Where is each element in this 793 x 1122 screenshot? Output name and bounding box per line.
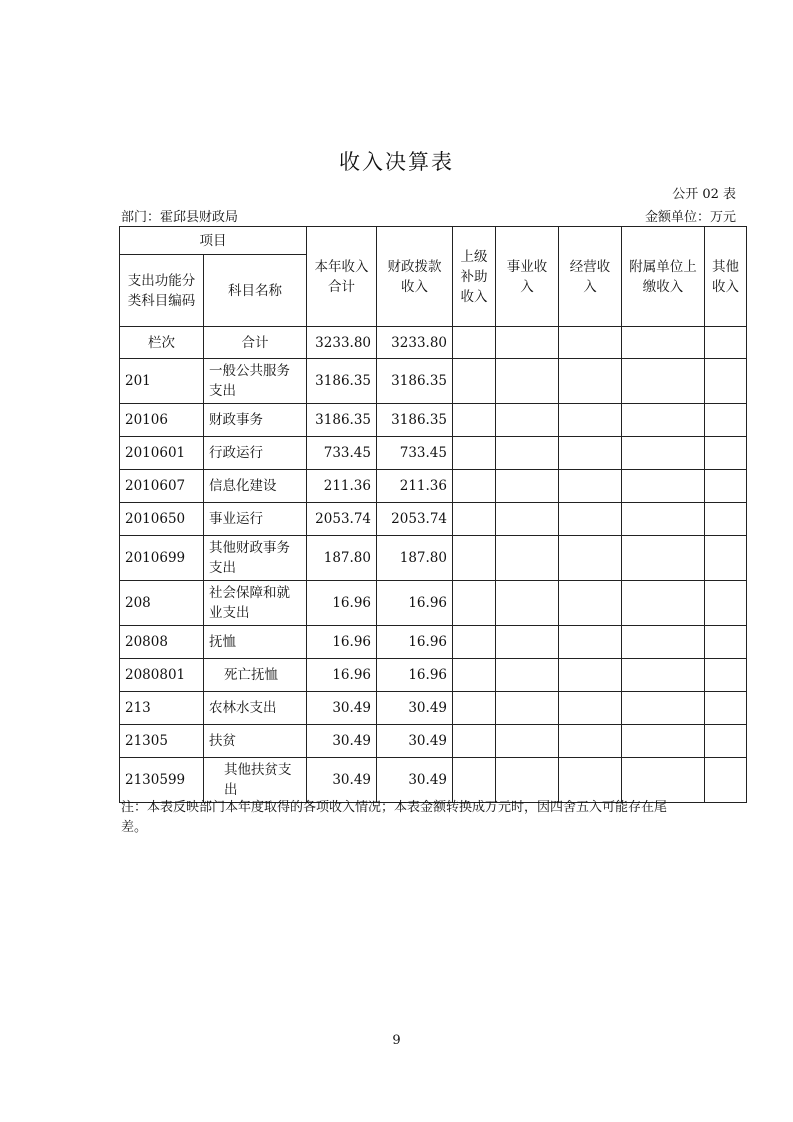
row-code: 208 — [120, 581, 204, 626]
empty-cell — [622, 581, 705, 626]
empty-cell — [559, 503, 622, 536]
row-total: 211.36 — [307, 470, 377, 503]
row-code: 2010607 — [120, 470, 204, 503]
row-name: 财政事务 — [204, 404, 307, 437]
empty-cell — [622, 536, 705, 581]
header-project: 项目 — [120, 227, 307, 255]
empty-cell — [496, 437, 559, 470]
row-name: 扶贫 — [204, 725, 307, 758]
empty-cell — [705, 437, 747, 470]
row-name: 死亡抚恤 — [204, 659, 307, 692]
empty-cell — [496, 758, 559, 803]
row-fiscal: 733.45 — [377, 437, 453, 470]
empty-cell — [453, 503, 496, 536]
row-code: 21305 — [120, 725, 204, 758]
empty-cell — [496, 404, 559, 437]
row-total: 3233.80 — [307, 327, 377, 359]
page-title: 收入决算表 — [339, 150, 454, 174]
empty-cell — [453, 359, 496, 404]
row-fiscal: 3233.80 — [377, 327, 453, 359]
empty-cell — [622, 359, 705, 404]
table-row — [120, 437, 747, 470]
row-fiscal: 16.96 — [377, 659, 453, 692]
row-total: 2053.74 — [307, 503, 377, 536]
empty-cell — [496, 659, 559, 692]
empty-cell — [559, 692, 622, 725]
row-code: 栏次 — [120, 327, 204, 359]
row-name: 其他扶贫支出 — [204, 758, 307, 803]
table-row — [120, 758, 747, 803]
table-row — [120, 470, 747, 503]
row-name: 行政运行 — [204, 437, 307, 470]
row-total: 3186.35 — [307, 359, 377, 404]
empty-cell — [453, 327, 496, 359]
row-code: 2010650 — [120, 503, 204, 536]
empty-cell — [453, 437, 496, 470]
row-total: 16.96 — [307, 626, 377, 659]
row-total: 3186.35 — [307, 404, 377, 437]
empty-cell — [453, 404, 496, 437]
row-code: 20808 — [120, 626, 204, 659]
header-row — [120, 227, 747, 255]
table-row — [120, 692, 747, 725]
row-total: 16.96 — [307, 581, 377, 626]
empty-cell — [705, 327, 747, 359]
empty-cell — [705, 626, 747, 659]
empty-cell — [622, 503, 705, 536]
row-fiscal: 16.96 — [377, 626, 453, 659]
empty-cell — [496, 470, 559, 503]
income-table — [119, 226, 747, 803]
table-row — [120, 359, 747, 404]
empty-cell — [622, 404, 705, 437]
row-name: 一般公共服务支出 — [204, 359, 307, 404]
empty-cell — [622, 626, 705, 659]
row-fiscal: 30.49 — [377, 758, 453, 803]
empty-cell — [705, 725, 747, 758]
unit-label: 金额单位：万元 — [644, 210, 736, 225]
row-fiscal: 30.49 — [377, 692, 453, 725]
row-total: 30.49 — [307, 758, 377, 803]
row-total: 30.49 — [307, 692, 377, 725]
empty-cell — [705, 470, 747, 503]
row-fiscal: 16.96 — [377, 581, 453, 626]
row-name: 社会保障和就业支出 — [204, 581, 307, 626]
department-label: 部门：霍邱县财政局 — [121, 210, 239, 225]
row-code: 213 — [120, 692, 204, 725]
table-row — [120, 725, 747, 758]
empty-cell — [496, 327, 559, 359]
empty-cell — [559, 758, 622, 803]
empty-cell — [559, 581, 622, 626]
row-fiscal: 3186.35 — [377, 404, 453, 437]
row-code: 2130599 — [120, 758, 204, 803]
empty-cell — [496, 359, 559, 404]
header-business-income: 事业收入 — [496, 227, 559, 327]
row-total: 187.80 — [307, 536, 377, 581]
empty-cell — [559, 470, 622, 503]
empty-cell — [559, 404, 622, 437]
row-total: 733.45 — [307, 437, 377, 470]
row-total: 16.96 — [307, 659, 377, 692]
row-fiscal: 187.80 — [377, 536, 453, 581]
row-code: 20106 — [120, 404, 204, 437]
header-superior-subsidy: 上级补助收入 — [453, 227, 496, 327]
empty-cell — [453, 581, 496, 626]
empty-cell — [496, 725, 559, 758]
table-row — [120, 659, 747, 692]
row-name: 合计 — [204, 327, 307, 359]
empty-cell — [622, 659, 705, 692]
header-fiscal-appropriation: 财政拨款收入 — [377, 227, 453, 327]
empty-cell — [496, 626, 559, 659]
empty-cell — [453, 758, 496, 803]
summary-row — [120, 327, 747, 359]
footnote: 注：本表反映部门本年度取得的各项收入情况；本表金额转换成万元时，因四舍五入可能存在尾差。 — [121, 800, 668, 835]
empty-cell — [453, 470, 496, 503]
row-code: 2080801 — [120, 659, 204, 692]
empty-cell — [705, 359, 747, 404]
row-fiscal: 3186.35 — [377, 359, 453, 404]
form-number: 公开 02 表 — [672, 187, 736, 202]
row-name: 农林水支出 — [204, 692, 307, 725]
header-func-code: 支出功能分类科目编码 — [120, 255, 204, 327]
table-row — [120, 404, 747, 437]
empty-cell — [705, 758, 747, 803]
empty-cell — [559, 725, 622, 758]
empty-cell — [622, 758, 705, 803]
empty-cell — [705, 659, 747, 692]
table-row — [120, 626, 747, 659]
empty-cell — [496, 503, 559, 536]
empty-cell — [559, 626, 622, 659]
row-fiscal: 30.49 — [377, 725, 453, 758]
page-number: 9 — [392, 1033, 401, 1048]
empty-cell — [559, 327, 622, 359]
row-name: 抚恤 — [204, 626, 307, 659]
header-subject-name: 科目名称 — [204, 255, 307, 327]
row-total: 30.49 — [307, 725, 377, 758]
row-name: 信息化建设 — [204, 470, 307, 503]
empty-cell — [453, 536, 496, 581]
empty-cell — [453, 626, 496, 659]
header-total-income: 本年收入合计 — [307, 227, 377, 327]
empty-cell — [496, 536, 559, 581]
empty-cell — [453, 692, 496, 725]
row-code: 2010601 — [120, 437, 204, 470]
empty-cell — [559, 437, 622, 470]
row-name: 事业运行 — [204, 503, 307, 536]
empty-cell — [705, 404, 747, 437]
row-code: 2010699 — [120, 536, 204, 581]
header-affiliated-income: 附属单位上缴收入 — [622, 227, 705, 327]
empty-cell — [705, 503, 747, 536]
empty-cell — [453, 725, 496, 758]
empty-cell — [705, 692, 747, 725]
empty-cell — [622, 725, 705, 758]
empty-cell — [496, 692, 559, 725]
table-row — [120, 581, 747, 626]
row-fiscal: 211.36 — [377, 470, 453, 503]
empty-cell — [622, 327, 705, 359]
row-fiscal: 2053.74 — [377, 503, 453, 536]
empty-cell — [622, 692, 705, 725]
empty-cell — [496, 581, 559, 626]
header-other-income: 其他收入 — [705, 227, 747, 327]
row-name: 其他财政事务支出 — [204, 536, 307, 581]
empty-cell — [559, 536, 622, 581]
empty-cell — [622, 470, 705, 503]
empty-cell — [705, 536, 747, 581]
empty-cell — [559, 659, 622, 692]
empty-cell — [622, 437, 705, 470]
header-operating-income: 经营收入 — [559, 227, 622, 327]
empty-cell — [705, 581, 747, 626]
table-row — [120, 503, 747, 536]
empty-cell — [453, 659, 496, 692]
row-code: 201 — [120, 359, 204, 404]
empty-cell — [559, 359, 622, 404]
table-row — [120, 536, 747, 581]
